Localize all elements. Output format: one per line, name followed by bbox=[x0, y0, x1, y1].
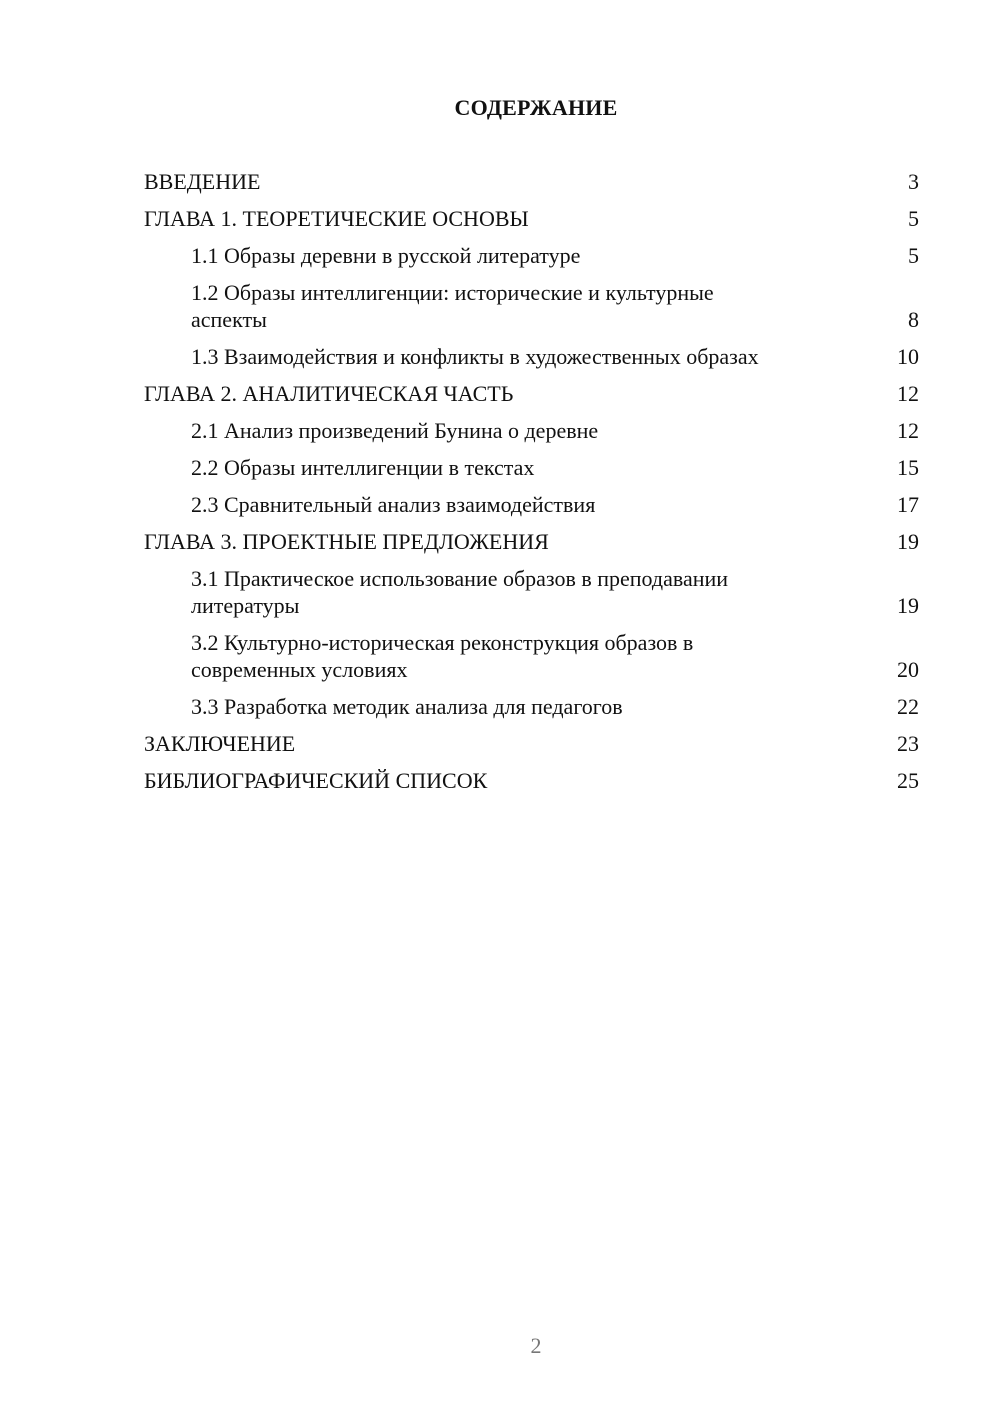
toc-entry-label: ГЛАВА 1. ТЕОРЕТИЧЕСКИЕ ОСНОВЫ bbox=[144, 206, 529, 231]
toc-subentry[interactable] bbox=[144, 565, 919, 619]
toc-entry-page: 8 bbox=[908, 307, 919, 332]
toc-entry-page: 15 bbox=[897, 455, 919, 480]
toc-subentry[interactable] bbox=[144, 491, 919, 518]
toc-subentry[interactable] bbox=[144, 454, 919, 481]
page-number: 2 bbox=[530, 1333, 542, 1358]
toc-entry[interactable] bbox=[144, 205, 919, 232]
toc-entry-label: 2.3 Сравнительный анализ взаимодействия bbox=[191, 492, 596, 517]
toc-entry-label: 3.3 Разработка методик анализа для педагогов bbox=[191, 694, 623, 719]
toc-entry-label: 3.2 Культурно-историческая реконструкция образов в современных условиях bbox=[191, 630, 694, 682]
toc-entry-label: ГЛАВА 3. ПРОЕКТНЫЕ ПРЕДЛОЖЕНИЯ bbox=[144, 529, 549, 554]
page-title: СОДЕРЖАНИЕ bbox=[454, 95, 618, 120]
toc-subentry[interactable] bbox=[144, 629, 919, 683]
toc-entry-page: 20 bbox=[897, 657, 919, 682]
toc-entry[interactable] bbox=[144, 730, 919, 757]
toc-subentry[interactable] bbox=[144, 343, 919, 370]
toc-entry-page: 10 bbox=[897, 344, 919, 369]
toc-subentry[interactable] bbox=[144, 417, 919, 444]
toc-entry-label: 1.1 Образы деревни в русской литературе bbox=[191, 243, 581, 268]
toc-entry-label: 2.2 Образы интеллигенции в текстах bbox=[191, 455, 535, 480]
toc-entry-label: 1.2 Образы интеллигенции: исторические и культурные аспекты bbox=[191, 280, 714, 332]
toc-entry-label: ВВЕДЕНИЕ bbox=[144, 169, 261, 194]
toc-entry-label: ГЛАВА 2. АНАЛИТИЧЕСКАЯ ЧАСТЬ bbox=[144, 381, 514, 406]
toc-entry-label: 1.3 Взаимодействия и конфликты в художественных образах bbox=[191, 344, 759, 369]
toc-subentry[interactable] bbox=[144, 693, 919, 720]
toc-entry[interactable] bbox=[144, 528, 919, 555]
toc-entry-page: 3 bbox=[908, 169, 919, 194]
toc-entry-page: 17 bbox=[897, 492, 919, 517]
toc-subentry[interactable] bbox=[144, 242, 919, 269]
toc-entry-label: 2.1 Анализ произведений Бунина о деревне bbox=[191, 418, 599, 443]
toc-entry[interactable] bbox=[144, 380, 919, 407]
toc-entry-page: 5 bbox=[908, 206, 919, 231]
toc-entry-page: 22 bbox=[897, 694, 919, 719]
toc-subentry[interactable] bbox=[144, 279, 919, 333]
toc-entry-page: 19 bbox=[897, 593, 919, 618]
toc-entry-page: 12 bbox=[897, 381, 919, 406]
toc-entry-page: 5 bbox=[908, 243, 919, 268]
toc-entry[interactable] bbox=[144, 767, 919, 794]
toc-entry-label: ЗАКЛЮЧЕНИЕ bbox=[144, 731, 296, 756]
toc-entry-page: 19 bbox=[897, 529, 919, 554]
toc-entry-page: 12 bbox=[897, 418, 919, 443]
table-of-contents bbox=[144, 168, 919, 804]
toc-entry-page: 23 bbox=[897, 731, 919, 756]
toc-entry-label: 3.1 Практическое использование образов в преподавании литературы bbox=[191, 566, 729, 618]
toc-entry-label: БИБЛИОГРАФИЧЕСКИЙ СПИСОК bbox=[144, 768, 488, 793]
toc-entry[interactable] bbox=[144, 168, 919, 195]
toc-entry-page: 25 bbox=[897, 768, 919, 793]
